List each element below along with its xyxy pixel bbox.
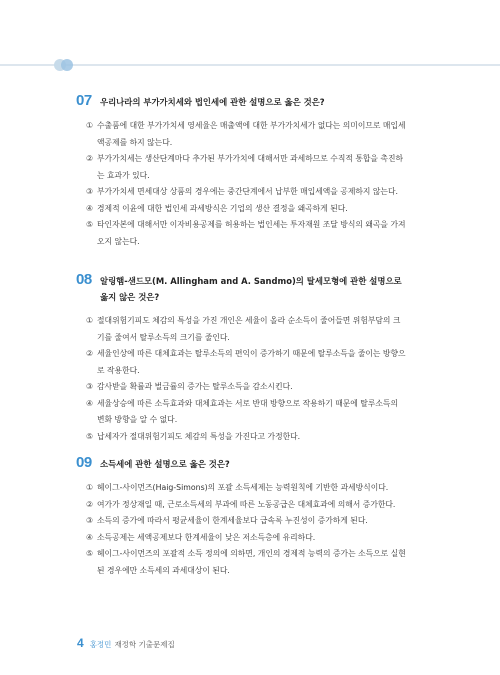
option-text: 감사받을 확률과 벌금률의 증가는 탈루소득을 감소시킨다. (97, 382, 293, 391)
header-decoration (0, 59, 500, 71)
option-mark: ④ (86, 398, 93, 408)
option-4[interactable] (76, 201, 406, 218)
book-title: 재정학 기출문제집 (114, 640, 175, 649)
question-title: 소득세에 관한 설명으로 옳은 것은? (100, 459, 230, 469)
question-title: 우리나라의 부가가치세와 법인세에 관한 설명으로 옳은 것은? (100, 97, 325, 107)
option-text: 타인자본에 대해서만 이자비용공제를 허용하는 법인세는 투자재원 조달 방식의 왜곡을 가져오지 않는다. (97, 220, 406, 246)
option-text: 헤이그-사이먼즈의 포괄적 소득 정의에 의하면, 개인의 경제적 능력의 증가는 소득으로 실현된 경우에만 소득세의 과세대상이 된다. (97, 549, 406, 575)
question-08 (76, 273, 406, 445)
option-text: 납세자가 절대위험기피도 체감의 특성을 가진다고 가정한다. (97, 431, 301, 441)
option-list (76, 480, 406, 579)
option-mark: ② (86, 349, 93, 358)
question-header (76, 273, 406, 305)
option-text: 부가가치세는 생산단계마다 추가된 부가가치에 대해서만 과세하므로 수직적 통합을 촉진하는 효과가 있다. (97, 154, 404, 180)
option-mark: ⑤ (86, 549, 93, 558)
option-mark: ⑤ (86, 431, 93, 441)
option-text: 소득의 증가에 따라서 평균세율이 한계세율보다 급속록 누진성이 증가하게 된다. (97, 516, 368, 525)
option-text: 경제적 이윤에 대한 법인세 과세방식은 기업의 생산 결정을 왜곡하게 된다. (97, 203, 348, 213)
option-mark: ① (86, 121, 93, 130)
question-number: 08 (76, 271, 92, 288)
question-header (76, 456, 406, 472)
header-dot-right (61, 59, 73, 71)
header-line (0, 64, 500, 66)
option-1[interactable] (76, 313, 406, 346)
option-list (76, 313, 406, 445)
option-text: 헤이그-사이먼즈(Haig-Simons)의 포괄 소득세제는 능력원칙에 기반한 과세방식이다. (97, 483, 389, 492)
option-3[interactable] (76, 379, 406, 396)
option-3[interactable] (76, 513, 406, 530)
option-text: 세율인상에 따른 대체효과는 탈루소득의 편익이 증가하기 때문에 탈루소득을 줄이는 방향으로 작용한다. (97, 349, 406, 375)
option-mark: ③ (86, 382, 93, 391)
option-1[interactable] (76, 480, 406, 497)
book-author: 홍정민 (89, 640, 112, 649)
option-text: 수출품에 대한 부가가치세 영세율은 매출액에 대한 부가가치세가 없다는 의미이므로 매입세액공제를 하지 않는다. (97, 121, 406, 147)
option-mark: ③ (86, 516, 93, 525)
option-4[interactable] (76, 396, 406, 429)
option-text: 여가가 정상재일 때, 근로소득세의 부과에 따른 노동공급은 대체효과에 의해서 증가한다. (97, 499, 396, 509)
question-header (76, 94, 406, 110)
option-text: 소득공제는 세액공제보다 한계세율이 낮은 저소득층에 유리하다. (97, 532, 316, 542)
option-5[interactable] (76, 546, 406, 579)
question-09 (76, 456, 406, 579)
option-list (76, 118, 406, 250)
option-text: 세율상승에 따른 소득효과와 대체효과는 서로 반대 방향으로 작용하기 때문에 탈루소득의 변화 방향을 알 수 없다. (97, 398, 398, 424)
option-2[interactable] (76, 346, 406, 379)
option-2[interactable] (76, 497, 406, 514)
option-mark: ④ (86, 532, 93, 542)
option-5[interactable] (76, 217, 406, 250)
option-mark: ② (86, 154, 93, 163)
question-number: 07 (76, 92, 92, 109)
option-4[interactable] (76, 530, 406, 547)
page-footer (77, 636, 175, 650)
option-2[interactable] (76, 151, 406, 184)
option-text: 부가가치세 면세대상 상품의 경우에는 중간단계에서 납부한 매입세액을 공제하지 않는다. (97, 187, 398, 196)
option-5[interactable] (76, 429, 406, 446)
option-3[interactable] (76, 184, 406, 201)
option-1[interactable] (76, 118, 406, 151)
option-mark: ④ (86, 203, 93, 213)
option-mark: ① (86, 483, 93, 492)
question-number: 09 (76, 454, 92, 471)
page-number: 4 (77, 636, 84, 650)
question-title: 알링햄-샌드모(M. Allingham and A. Sandmo)의 탈세모형에 관한 설명으로 옳지 않은 것은? (100, 276, 402, 302)
option-mark: ② (86, 499, 93, 509)
option-mark: ③ (86, 187, 93, 196)
option-mark: ① (86, 316, 93, 325)
option-mark: ⑤ (86, 220, 93, 229)
question-07 (76, 94, 406, 250)
option-text: 절대위험기피도 체감의 특성을 가진 개인은 세율이 올라 순소득이 줄어들면 위험부담의 크기를 줄여서 탈루소득의 크기를 줄인다. (97, 316, 401, 342)
